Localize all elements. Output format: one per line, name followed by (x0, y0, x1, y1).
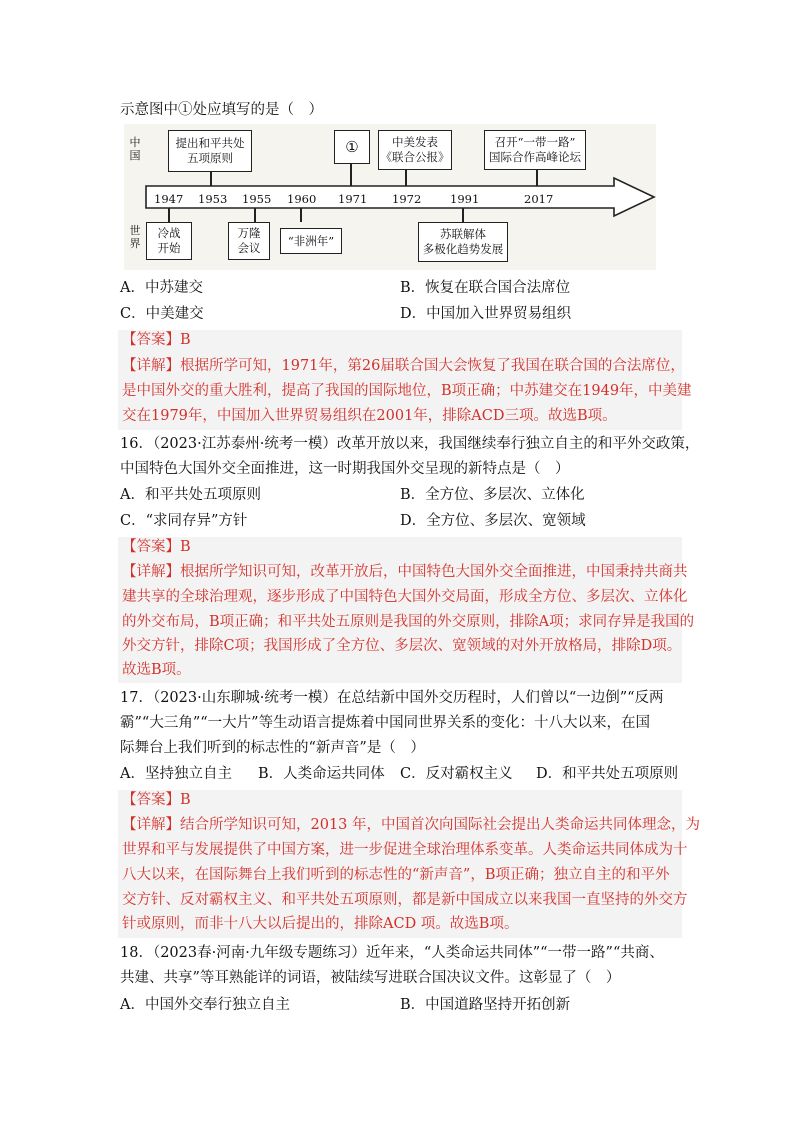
q16-option-a: A．和平共处五项原则 (120, 487, 261, 503)
q18-option-a: A．中国外交奉行独立自主 (120, 997, 290, 1013)
q15-option-d: D．中国加入世界贸易组织 (400, 306, 572, 322)
q16-stem-line: 中国特色大国外交全面推进，这一时期我国外交呈现的新特点是（ ） (120, 461, 570, 477)
year-1971: 1971 (338, 192, 368, 206)
year-2017: 2017 (524, 192, 554, 206)
q17-detail-line: 交方针、反对霸权主义、和平共处五项原则，都是新中国成立以来我国一直坚持的外交方 (122, 892, 688, 908)
q16-option-d: D．全方位、多层次、宽领域 (400, 513, 586, 529)
q18-stem-line: 18．（2023春·河南·九年级专题练习）近年来，“人类命运共同体”“一带一路”“共商、 (120, 945, 664, 961)
q17-stem-line: 际舞台上我们听到的标志性的“新声音”是（ ） (120, 740, 425, 756)
year-1953: 1953 (198, 192, 228, 206)
world-event-1947: 冷战 开始 (146, 222, 192, 260)
q16-detail-line: 故选B项。 (122, 662, 191, 678)
year-1955: 1955 (242, 192, 272, 206)
world-label: 世界 (129, 224, 141, 250)
q16-detail-line: 外交方针，排除C项；我国形成了全方位、多层次、宽领域的对外开放格局，排除D项。 (122, 638, 682, 654)
world-event-1991: 苏联解体 多极化趋势发展 (418, 222, 508, 262)
china-event-2017: 召开“一带一路” 国际合作高峰论坛 (484, 130, 586, 170)
q17-option-a: A．坚持独立自主 (120, 766, 232, 782)
china-event-1953: 提出和平共处 五项原则 (168, 130, 252, 172)
q16-answer-block (118, 537, 695, 683)
q15-answer: 【答案】B (122, 332, 191, 348)
q15-answer-block (118, 330, 692, 430)
china-label: 中国 (129, 136, 141, 162)
year-1947: 1947 (154, 192, 184, 206)
q17-answer: 【答案】B (122, 792, 191, 808)
q17-stem-line: 17．（2023·山东聊城·统考一模）在总结新中国外交历程时，人们曾以“一边倒”“反两 (120, 690, 664, 706)
world-event-1960: “非洲年” (280, 228, 342, 254)
year-1991: 1991 (450, 192, 480, 206)
q17-option-d: D．和平共处五项原则 (536, 766, 679, 782)
q18-option-b: B．中国道路坚持开拓创新 (400, 997, 571, 1013)
q16-detail-line: 的外交布局，B项正确；和平共处五原则是我国的外交原则，排除A项；求同存异是我国的 (122, 614, 695, 630)
q17-option-c: C．反对霸权主义 (400, 766, 513, 782)
q17-option-b: B．人类命运共同体 (258, 766, 385, 782)
q17-detail-line: 针或原则，而非十八大以后提出的，排除ACD 项。故选B项。 (122, 916, 519, 932)
q17-answer-block (118, 790, 701, 938)
china-event-blank-1: ① (334, 130, 370, 164)
timeline-figure (124, 124, 656, 270)
year-1972: 1972 (392, 192, 422, 206)
q16-option-c: C．“求同存异”方针 (120, 513, 248, 529)
q16-answer: 【答案】B (122, 539, 191, 555)
q17-stem-line: 霸”“大三角”“一大片”等生动语言提炼着中国同世界关系的变化：十八大以来，在国 (120, 715, 651, 731)
q17-detail-line: 【详解】结合所学知识可知，2013 年，中国首次向国际社会提出人类命运共同体理念，为 (122, 817, 701, 833)
q15-option-a: A．中苏建交 (120, 280, 203, 296)
q16-detail-line: 建共享的全球治理观，逐步形成了中国特色大国外交局面，形成全方位、多层次、立体化 (122, 589, 688, 605)
q17-detail-line: 世界和平与发展提供了中国方案，进一步促进全球治理体系变革。人类命运共同体成为十 (122, 842, 688, 858)
world-event-1955: 万隆 会议 (228, 222, 270, 260)
q16-option-b: B．全方位、多层次、立体化 (400, 487, 585, 503)
q15-detail-line: 【详解】根据所学可知，1971年，第26届联合国大会恢复了我国在联合国的合法席位， (122, 358, 685, 374)
q15-option-c: C．中美建交 (120, 306, 204, 322)
q17-detail-line: 八大以来，在国际舞台上我们听到的标志性的“新声音”，B项正确；独立自主的和平外 (122, 867, 670, 883)
q16-stem-line: 16．（2023·江苏泰州·统考一模）改革开放以来，我国继续奉行独立自主的和平外交政策， (120, 436, 700, 452)
china-event-1972: 中美发表 《联合公报》 (378, 130, 452, 170)
q15-option-b: B．恢复在联合国合法席位 (400, 280, 571, 296)
q18-stem-line: 共建、共享”等耳熟能详的词语，被陆续写进联合国决议文件。这彰显了（ ） (120, 970, 621, 986)
q16-detail-line: 【详解】根据所学知识可知，改革开放后，中国特色大国外交全面推进，中国秉持共商共 (122, 564, 688, 580)
q15-detail-line: 交在1979年，中国加入世界贸易组织在2001年，排除ACD三项。故选B项。 (122, 408, 617, 424)
q15-stem: 示意图中①处应填写的是（ ） (120, 102, 323, 118)
year-1960: 1960 (287, 192, 317, 206)
q15-detail-line: 是中国外交的重大胜利，提高了我国的国际地位，B项正确；中苏建交在1949年，中美建 (122, 383, 692, 399)
